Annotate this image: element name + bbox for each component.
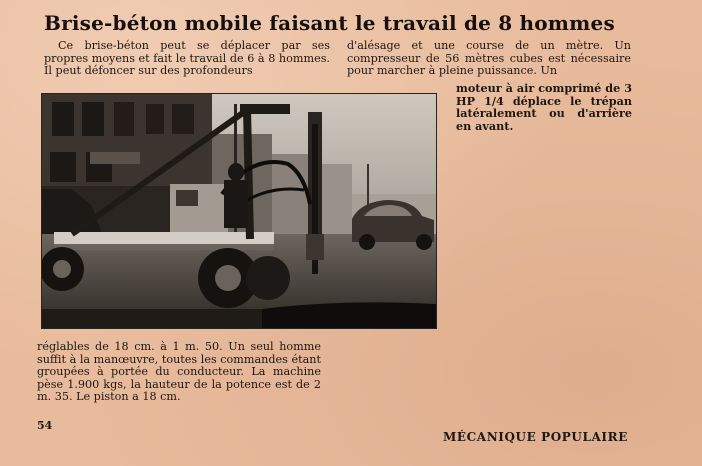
article-paragraph-compressor: d'alésage et une course de un mètre. Un compresseur de 56 mètres cubes est nécessaire pour marcher à pleine puissance. Un (347, 39, 631, 78)
article-photo (41, 93, 437, 329)
page-number: 54 (37, 419, 53, 432)
article-title: Brise-béton mobile faisant le travail de 8 hommes (44, 11, 615, 35)
article-paragraph-specs: réglables de 18 cm. à 1 m. 50. Un seul homme suffit à la manœuvre, toutes les commandes étant groupées à portée du conducteur. La machine pèse 1.900 kgs, la hauteur de la potence est de 2 m. 35. Le piston a 18 cm. (37, 340, 321, 404)
article-paragraph-motor: moteur à air comprimé de 3 HP 1/4 déplace le trépan latéralement ou d'arrière en avant. (456, 81, 632, 133)
concrete-breaker-photo (42, 94, 436, 328)
magazine-title: MÉCANIQUE POPULAIRE (443, 430, 628, 444)
article-paragraph-intro: Ce brise-béton peut se déplacer par ses propres moyens et fait le travail de 6 à 8 hommes. Il peut défoncer sur des profondeurs (44, 39, 330, 78)
